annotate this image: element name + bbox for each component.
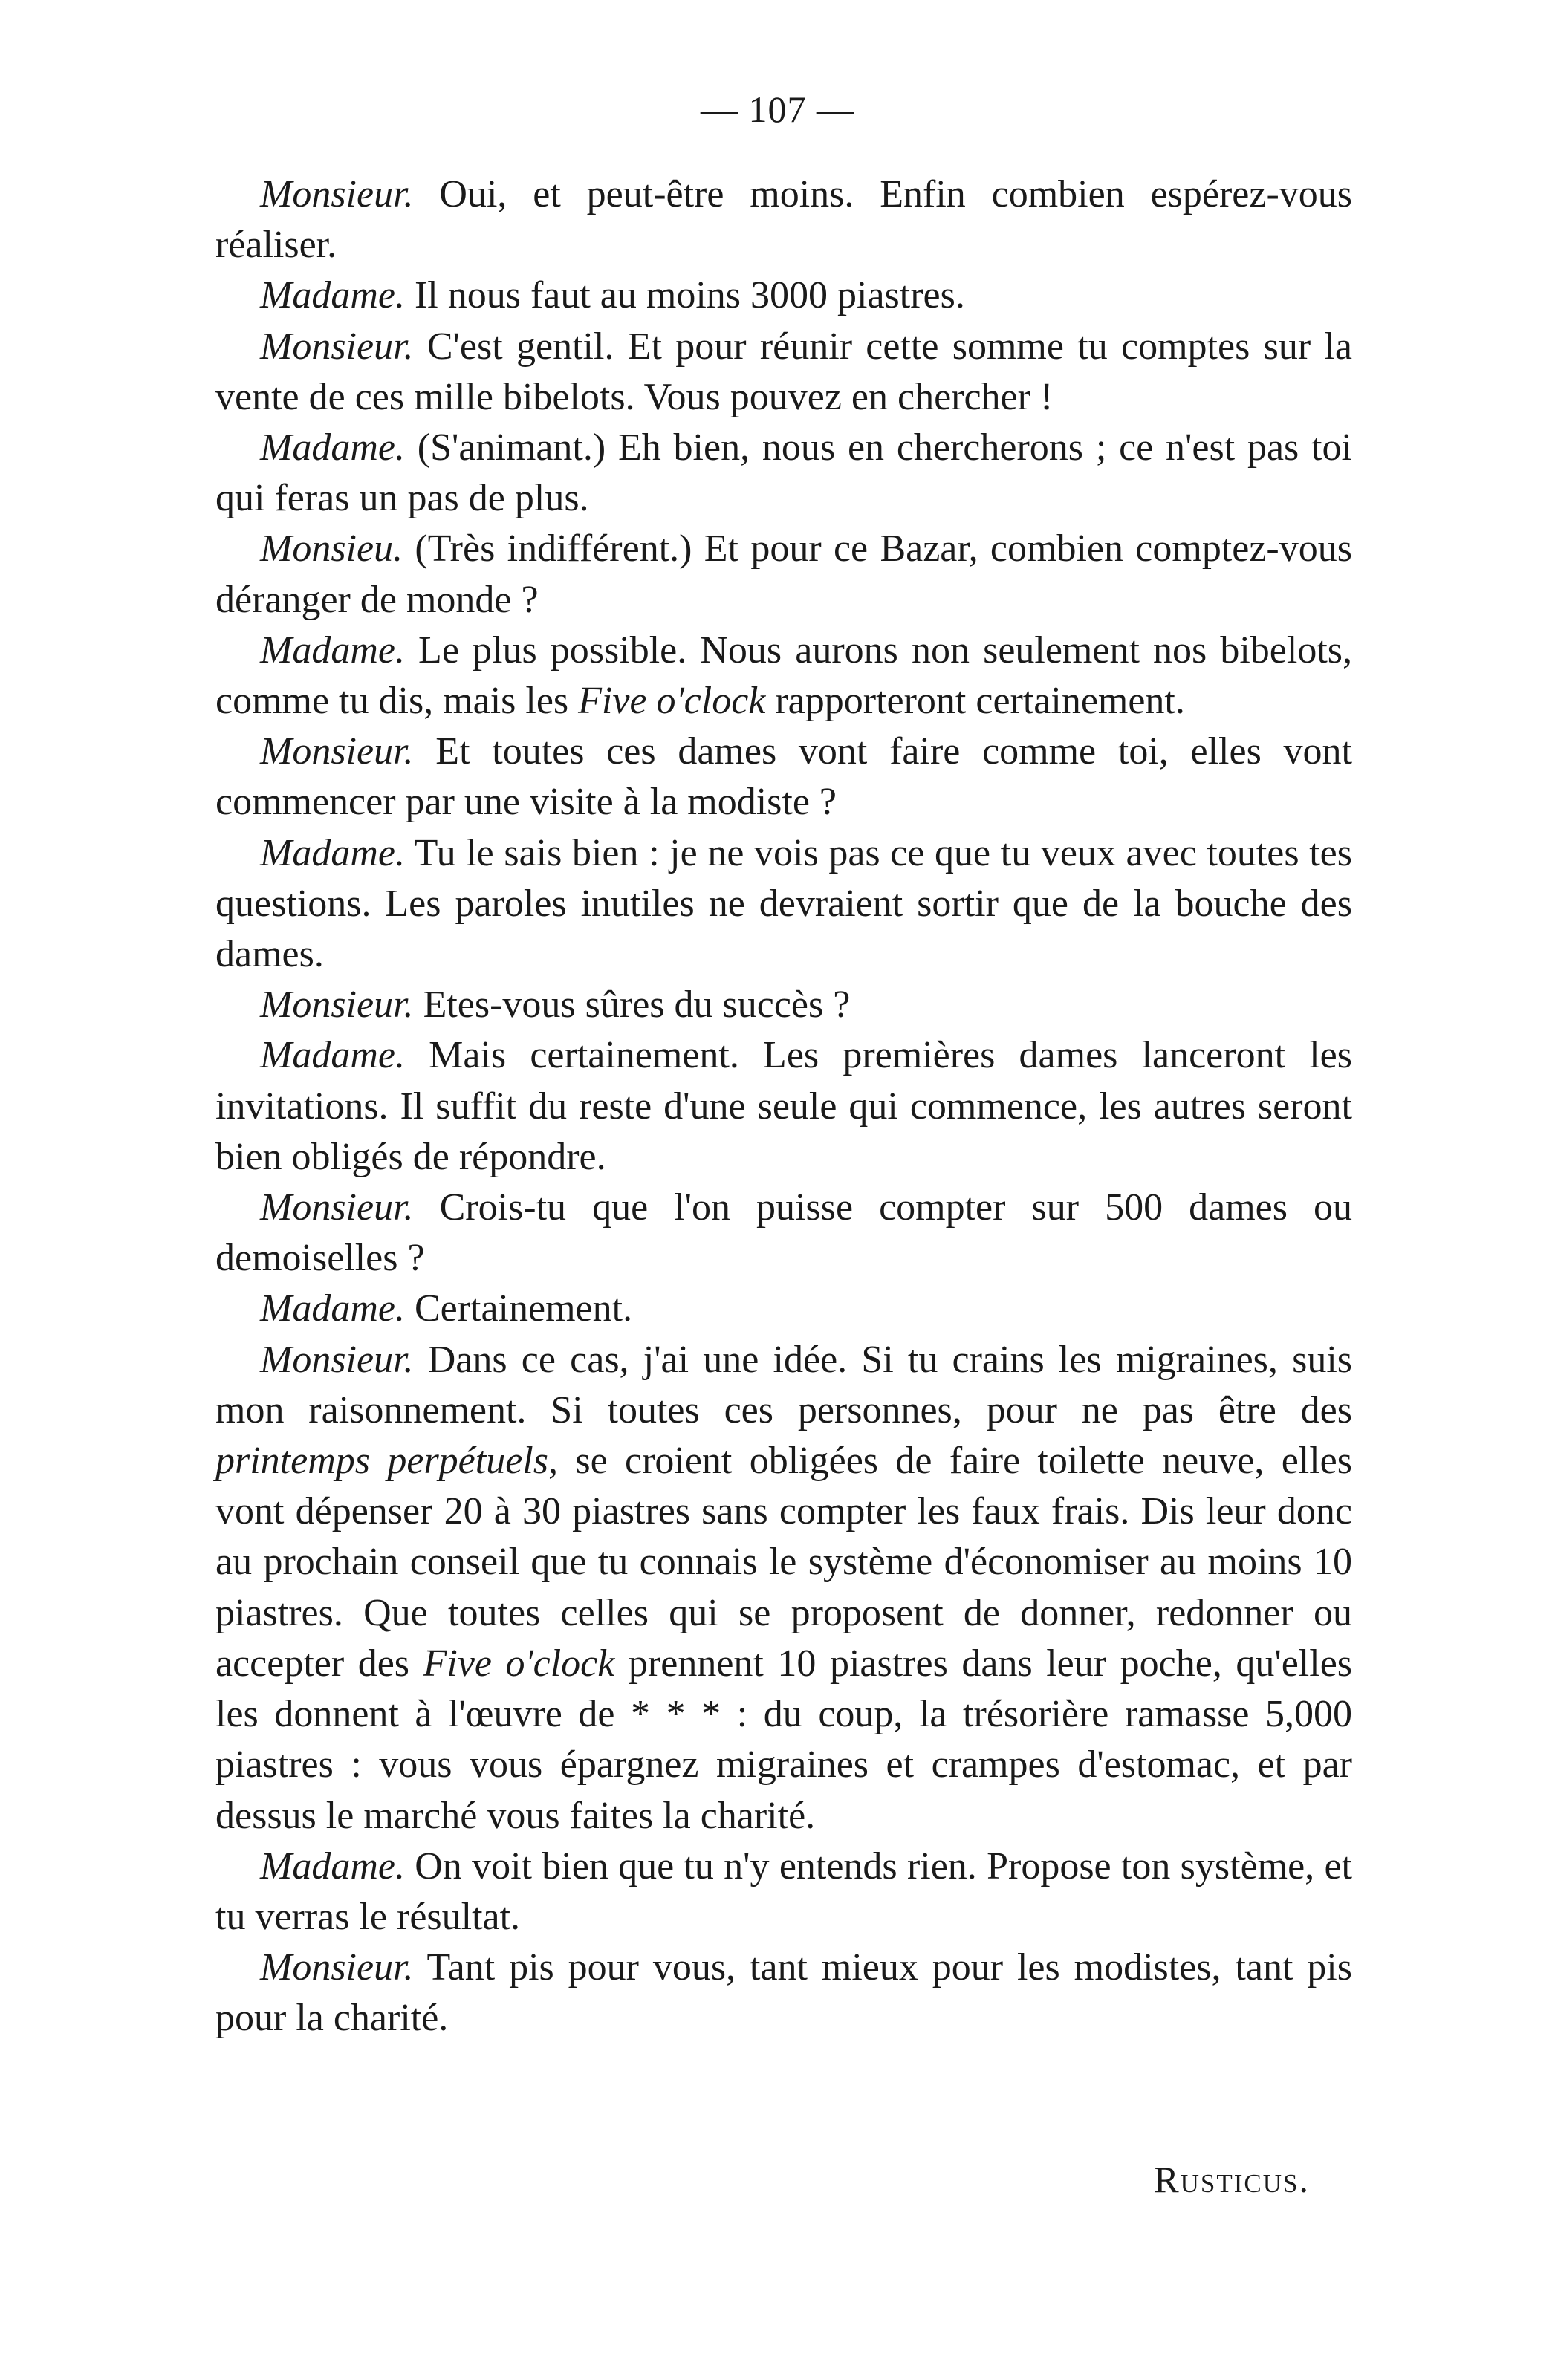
- paragraph-6: [215, 625, 1352, 726]
- paragraph-13: [215, 1335, 1352, 1841]
- speaker-name: Madame.: [260, 1844, 405, 1888]
- paragraph-12: [215, 1284, 1352, 1334]
- speaker-name: Madame.: [260, 1287, 405, 1330]
- dialogue-line-continued: prennent 10 piastres dans leur poche, qu'elles les donnent à l'œuvre de * * * : du coup, la trésorière ramasse 5,000 piastres : vous vous épargnez migraines et crampes d'estomac, et par dessus le marché vous faites la charité.: [215, 1642, 1353, 1837]
- dialogue-line: Tant pis pour vous, tant mieux pour les modistes, tant pis pour la charité.: [215, 1946, 1352, 2040]
- paragraph-11: [215, 1183, 1352, 1284]
- dialogue-line: C'est gentil. Et pour réunir cette somme tu comptes sur la vente de ces mille bibelots. Vous pouvez en chercher !: [215, 325, 1352, 418]
- speaker-name: Monsieur.: [260, 730, 414, 773]
- speaker-name: Monsieur.: [260, 1946, 414, 1989]
- dialogue-line-continued: , se croient obligées de faire toilette neuve, elles vont dépenser 20 à 30 piastres sans compter les faux frais. Dis leur donc au prochain conseil que tu connais le système d'économiser au moins 10 piastres. Que toutes celles qui se proposent de donner, redonner ou accepter des: [215, 1440, 1352, 1685]
- paragraph-8: [215, 828, 1352, 981]
- paragraph-4: [215, 423, 1352, 524]
- page-number: — 107 —: [701, 88, 854, 130]
- dialogue-line: Certainement.: [404, 1287, 633, 1330]
- dialogue-line: Dans ce cas, j'ai une idée. Si tu crains les migraines, suis mon raisonnement. Si toutes ces personnes, pour ne pas être des: [215, 1338, 1352, 1431]
- speaker-name: Madame.: [260, 1034, 405, 1077]
- speaker-name: Monsieu.: [260, 527, 403, 570]
- speaker-name: Monsieur.: [260, 1186, 414, 1229]
- paragraph-14: [215, 1841, 1352, 1942]
- paragraph-9: [215, 980, 1352, 1030]
- paragraph-2: [215, 270, 1352, 321]
- dialogue-line: Oui, et peut-être moins. Enfin combien espérez-vous réaliser.: [215, 173, 1352, 267]
- speaker-name: Madame.: [260, 274, 405, 317]
- speaker-name: Madame.: [260, 831, 405, 874]
- paragraph-15: [215, 1942, 1352, 2044]
- speaker-name: Madame.: [260, 628, 405, 672]
- speaker-name: Monsieur.: [260, 173, 414, 215]
- dialogue-line: Le plus possible. Nous aurons non seulement nos bibelots, comme tu dis, mais les: [215, 628, 1352, 723]
- italic-phrase: Five o'clock: [578, 680, 766, 723]
- paragraph-5: [215, 524, 1352, 625]
- dialogue-line: Etes-vous sûres du succès ?: [413, 983, 851, 1027]
- speaker-name: Monsieur.: [260, 1338, 414, 1381]
- dialogue-line: Et toutes ces dames vont faire comme toi, elles vont commencer par une visite à la modiste ?: [215, 730, 1352, 824]
- dialogue-line: (Très indifférent.) Et pour ce Bazar, combien comptez-vous déranger de monde ?: [215, 527, 1352, 621]
- dialogue-line: Crois-tu que l'on puisse compter sur 500 dames ou demoiselles ?: [215, 1186, 1352, 1280]
- paragraph-10: [215, 1030, 1352, 1183]
- italic-phrase: Five o'clock: [423, 1642, 615, 1685]
- dialogue-line: Il nous faut au moins 3000 piastres.: [404, 274, 965, 317]
- paragraph-7: [215, 726, 1352, 828]
- dialogue-line: On voit bien que tu n'y entends rien. Propose ton système, et tu verras le résultat.: [215, 1844, 1352, 1938]
- speaker-name: Monsieur.: [260, 983, 414, 1027]
- dialogue-line: Tu le sais bien : je ne vois pas ce que tu veux avec toutes tes questions. Les paroles inutiles ne devraient sortir que de la bouche des dames.: [215, 831, 1352, 976]
- speaker-name: Monsieur.: [260, 325, 414, 368]
- dialogue-line: Mais certainement. Les premières dames lanceront les invitations. Il suffit du reste d'une seule qui commence, les autres seront bien obligés de répondre.: [215, 1034, 1352, 1178]
- dialogue-line-continued: rapporteront certainement.: [765, 680, 1185, 723]
- speaker-name: Madame.: [260, 426, 405, 469]
- paragraph-1: [215, 169, 1352, 270]
- paragraph-3: [215, 322, 1352, 423]
- author-signature: Rusticus.: [1154, 2159, 1310, 2200]
- italic-phrase: printemps perpétuels: [215, 1440, 548, 1483]
- dialogue-line: (S'animant.) Eh bien, nous en chercherons ; ce n'est pas toi qui feras un pas de plus.: [215, 426, 1352, 520]
- dialogue-text: [215, 169, 1352, 2044]
